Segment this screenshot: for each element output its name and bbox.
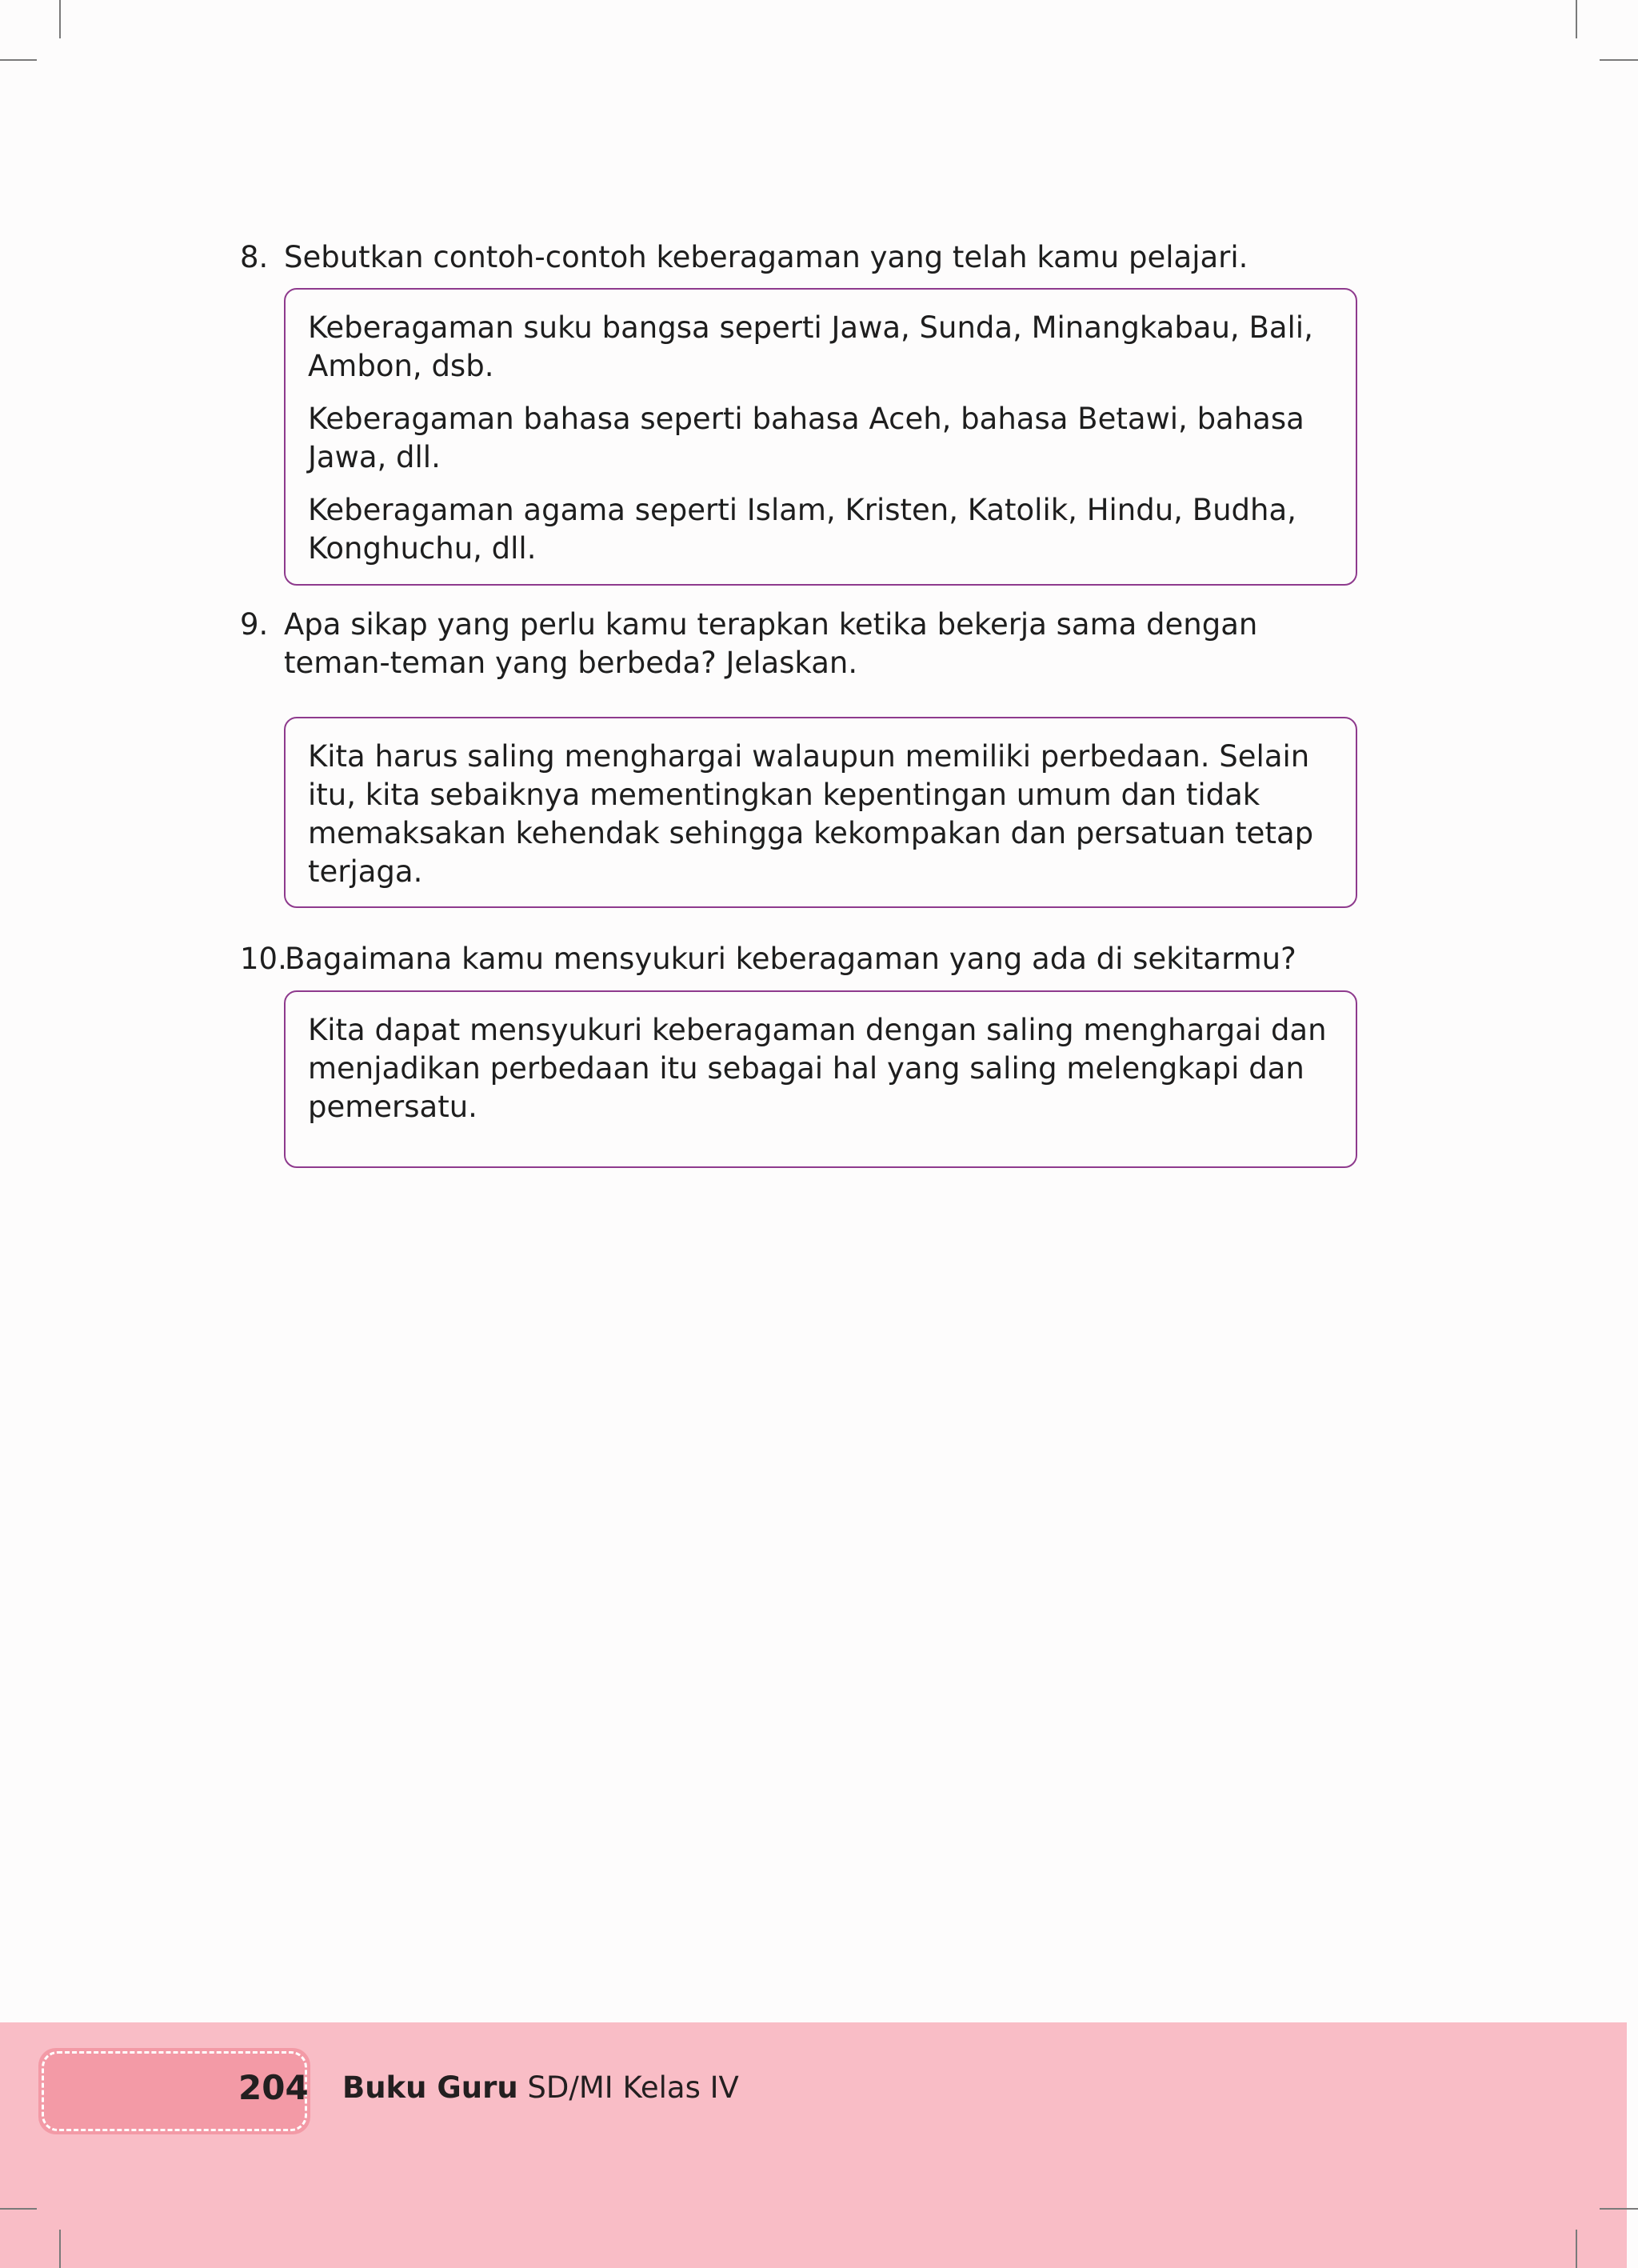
question-number: 8. bbox=[240, 240, 269, 274]
page-number: 204 bbox=[238, 2068, 309, 2107]
answer-paragraph: Keberagaman agama seperti Islam, Kristen, Katolik, Hindu, Budha, Konghuchu, dll. bbox=[308, 493, 1296, 566]
crop-mark bbox=[1576, 2230, 1577, 2268]
answer-box-8 bbox=[284, 288, 1357, 586]
answer-paragraph: Kita harus saling menghargai walaupun memiliki perbedaan. Selain itu, kita sebaiknya mementingkan kepentingan umum dan tidak memaksakan kehendak sehingga kekompakan dan persatuan tetap terjaga. bbox=[308, 739, 1314, 889]
crop-mark bbox=[1576, 0, 1577, 38]
question-text: Bagaimana kamu mensyukuri keberagaman yang ada di sekitarmu? bbox=[285, 942, 1296, 976]
answer-box-9 bbox=[284, 717, 1357, 908]
question-text: Apa sikap yang perlu kamu terapkan ketika bekerja sama dengan teman-teman yang berbeda? Jelaskan. bbox=[284, 607, 1258, 680]
crop-mark bbox=[59, 2230, 61, 2268]
question-text: Sebutkan contoh-contoh keberagaman yang telah kamu pelajari. bbox=[284, 240, 1248, 274]
answer-paragraph: Keberagaman suku bangsa seperti Jawa, Sunda, Minangkabau, Bali, Ambon, dsb. bbox=[308, 310, 1313, 383]
crop-mark bbox=[0, 59, 37, 61]
crop-mark bbox=[0, 2208, 37, 2210]
answer-paragraph: Keberagaman bahasa seperti bahasa Aceh, bahasa Betawi, bahasa Jawa, dll. bbox=[308, 402, 1304, 474]
book-title-bold: Buku Guru bbox=[342, 2070, 518, 2105]
question-number: 9. bbox=[240, 607, 269, 642]
answer-box-10 bbox=[284, 990, 1357, 1168]
question-number: 10. bbox=[240, 942, 287, 976]
book-title-rest: SD/MI Kelas IV bbox=[517, 2070, 739, 2105]
crop-mark bbox=[1600, 59, 1638, 61]
book-title bbox=[342, 2070, 739, 2105]
crop-mark bbox=[59, 0, 61, 38]
crop-mark bbox=[1600, 2208, 1638, 2210]
answer-paragraph: Kita dapat mensyukuri keberagaman dengan saling menghargai dan menjadikan perbedaan itu sebagai hal yang saling melengkapi dan pemersatu. bbox=[308, 1013, 1327, 1124]
